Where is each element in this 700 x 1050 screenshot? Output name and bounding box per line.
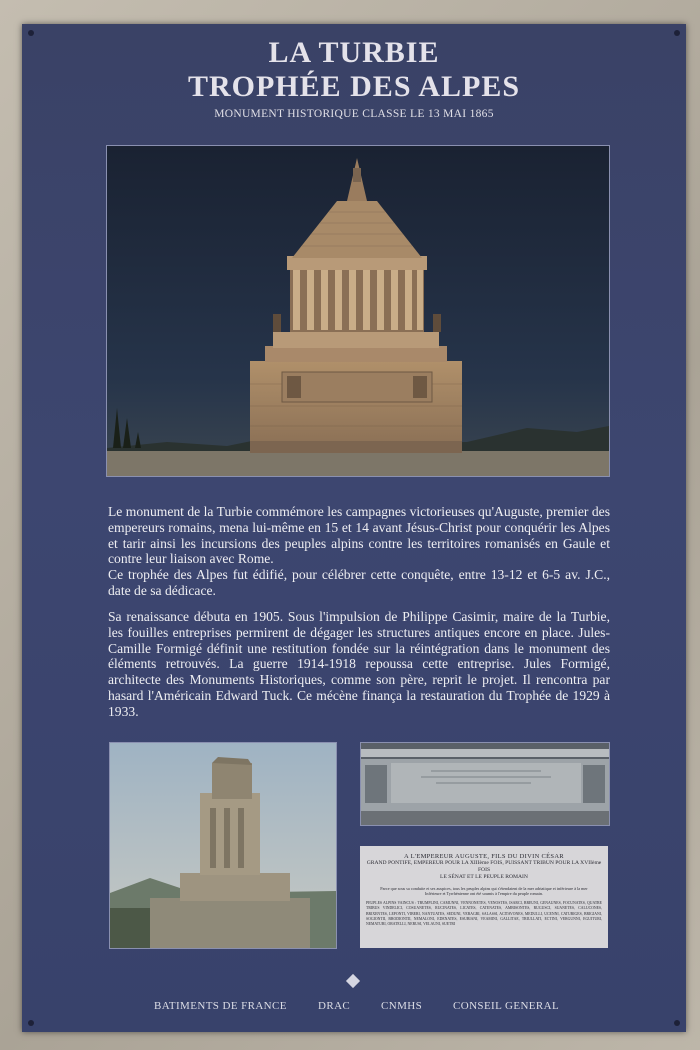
- footer-cnmhs: CNMHS: [381, 1000, 423, 1012]
- history-paragraph-1a: Le monument de la Turbie commémore les campagnes victorieuses qu'Auguste, premier des empereurs romains, mena lui-même en 15 et 14 avant Jésus-Christ pour conquérir les Alpes et tarir ainsi les incursions des peuples alpins contre les territoires romanisés en Gaule et contre leur liaison avec Rome.: [108, 504, 610, 567]
- diamond-icon: [346, 974, 360, 988]
- panel-title-line1: LA TURBIE: [268, 36, 440, 69]
- inscription-line4: Parce que sous sa conduite et ses auspices, tous les peuples alpins qui s'étendaient de la mer adriatique et inférieure à la mer Inférieure et Tyrrhénienne ont été soumis à l'empire du peuple romain.: [380, 886, 588, 896]
- inscription-relief-photograph: [360, 742, 610, 826]
- screw-icon: [28, 1020, 34, 1026]
- inscription-transcription: [360, 846, 608, 948]
- panel-title-line2: TROPHÉE DES ALPES: [187, 70, 521, 103]
- screw-icon: [674, 1020, 680, 1026]
- inscription-peoples-list: PEUPLES ALPINS VAINCUS : TRUMPLINI, CAMUNNI, VENNONETES, VENOSTES, ISARCI, BREUNI, GENAUNES, FOCUNATES, QUATRE TRIBUS VINDELICI, COSUANETES, RUCINATES, LICATES, CATENATES, AMBISONTES, RUGUSCI, SUANETES, CALUCONES, BRIXENTES, LEPONTI, VIBERI, NANTUATES, SEDUNI, VERAGRI, SALASSI, ACITAVONES, MEDULLI, UCENNI, CATURIGES, BRIGIANI, SOGIONTII, BRODIONTII, NEMALONI, EDENATES, ESUBIANI, VEAMINI, GALLITAE, TRIULLATI, ECTINI, VERGUNNI, EGUITURI, NEMATURI, ORATELLI, NERUSI, VELAUNI, SUETRI: [366, 901, 602, 927]
- history-paragraph-1b: Ce trophée des Alpes fut édifié, pour célébrer cette conquête, entre 13-12 et 6-5 av. J.C., date de sa dédicace.: [108, 567, 610, 598]
- monument-restitution-image: [106, 145, 610, 477]
- inscription-line2: GRAND PONTIFE, EMPEREUR POUR LA XIIIème FOIS, PUISSANT TRIBUN POUR LA XVIIème FOIS: [366, 860, 602, 873]
- footer-drac: DRAC: [318, 1000, 351, 1012]
- ruin-photograph: [109, 742, 337, 949]
- history-paragraph-1: [108, 504, 610, 599]
- history-paragraph-2: Sa renaissance débuta en 1905. Sous l'impulsion de Philippe Casimir, maire de la Turbie, les fouilles entreprises permirent de dégager les structures antiques encore en place. Jules-Camille Formigé définit une restitution fondée sur la réintégration dans le monument des éléments retrouvés. La guerre 1914-1918 repoussa cette entreprise. Jules Formigé, architecte des Monuments Historiques, comme son père, reprit le projet. Il rencontra par hasard l'Américain Edward Tuck. Ce mécène finança la restauration du Trophée de 1929 à 1933.: [108, 609, 610, 719]
- inscription-line3: LE SÉNAT ET LE PEUPLE ROMAIN: [440, 874, 528, 880]
- panel-subtitle: MONUMENT HISTORIQUE CLASSE LE 13 MAI 1865: [214, 108, 494, 120]
- information-panel: [22, 24, 686, 1032]
- footer-conseil-general: CONSEIL GENERAL: [453, 1000, 560, 1012]
- inscription-line1: A L'EMPEREUR AUGUSTE, FILS DU DIVIN CÉSAR: [404, 853, 564, 860]
- footer-batiments-de-france: BATIMENTS DE FRANCE: [154, 1000, 287, 1012]
